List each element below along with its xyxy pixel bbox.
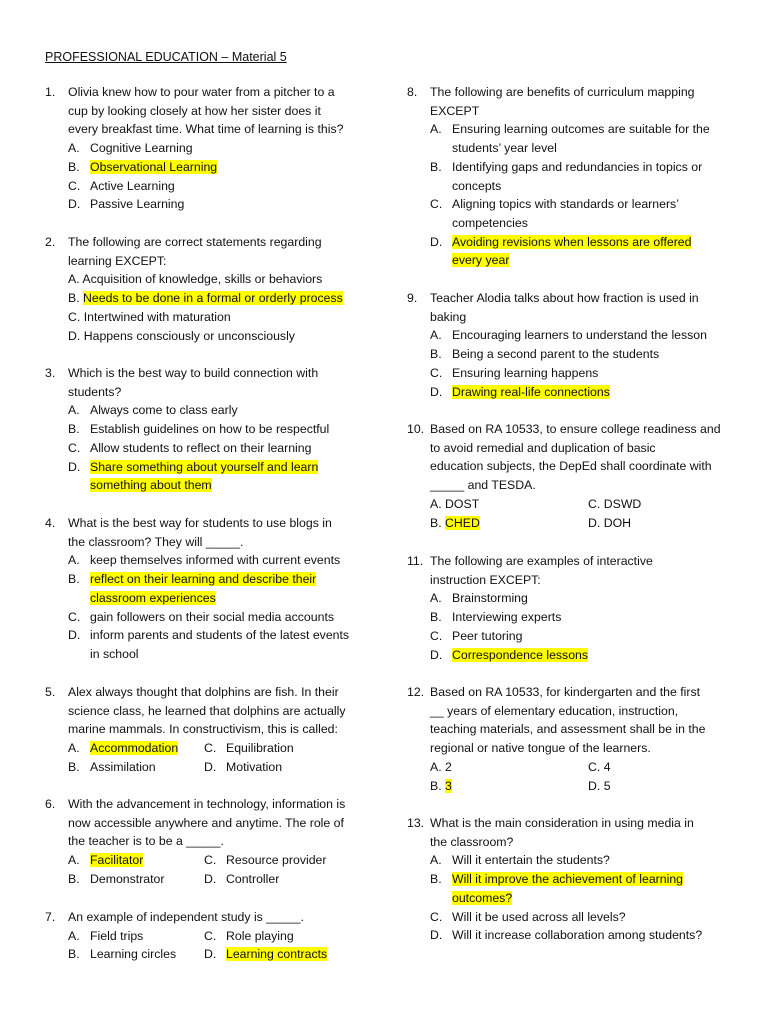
option-d[interactable]: D. Happens consciously or unconsciously [68, 328, 295, 343]
question-7 [45, 908, 378, 964]
highlighted-answer-cont: outcomes? [452, 890, 513, 905]
option-a[interactable]: A. 2 [430, 759, 452, 774]
question-number: 2. [45, 235, 56, 249]
question-5 [45, 683, 378, 777]
question-stem: With the advancement in technology, information is now accessible anywhere and anytime. The role of the teacher is to be a _____. [68, 797, 346, 849]
option-d[interactable]: D. Avoiding revisions when lessons are offered every year [430, 234, 692, 268]
option-d[interactable]: D. Controller [204, 871, 280, 886]
option-b[interactable]: B. Assimilation [68, 759, 156, 774]
option-d[interactable]: D. inform parents and students of the latest events in school [68, 628, 350, 661]
highlighted-answer: Needs to be done in a formal or orderly process [83, 291, 343, 306]
question-stem: What is the best way for students to use blogs in the classroom? They will _____. [68, 516, 332, 549]
question-stem: Which is the best way to build connection with students? [68, 366, 319, 399]
option-c[interactable]: C. 4 [588, 759, 611, 774]
question-stem: Teacher Alodia talks about how fraction is used in baking [430, 291, 699, 324]
option-c[interactable]: C. gain followers on their social media accounts [68, 609, 335, 624]
option-b[interactable]: B. reflect on their learning and describe their classroom experiences [68, 572, 317, 605]
question-9 [407, 289, 730, 401]
option-c[interactable]: C. Allow students to reflect on their learning [68, 440, 312, 455]
question-number: 9. [407, 291, 418, 305]
option-a[interactable]: A. Always come to class early [68, 403, 238, 418]
question-stem: Olivia knew how to pour water from a pitcher to a cup by looking closely at how her sister does it every breakfast time. What time of learning is this? [68, 85, 344, 137]
option-b[interactable]: B. Learning circles [68, 947, 177, 962]
highlighted-answer: reflect on their learning and describe their [90, 572, 317, 587]
question-number: 3. [45, 366, 56, 380]
question-number: 1. [45, 85, 56, 99]
option-c[interactable]: C. DSWD [588, 496, 642, 511]
question-4 [45, 514, 378, 664]
option-d[interactable]: D. Share something about yourself and learn something about them [68, 459, 319, 493]
option-b[interactable]: B. Establish guidelines on how to be respectful [68, 422, 330, 437]
highlighted-answer-cont: classroom experiences [90, 590, 216, 605]
option-b[interactable]: B. Demonstrator [68, 871, 165, 886]
option-a[interactable]: A. Encouraging learners to understand the lesson [430, 328, 707, 343]
highlighted-answer: 3 [445, 778, 452, 793]
highlighted-answer-cont: every year [452, 253, 510, 268]
option-c[interactable]: C. Aligning topics with standards or learners’ competencies [430, 197, 679, 230]
option-c[interactable]: C. Equilibration [204, 741, 294, 756]
option-a[interactable]: A. Ensuring learning outcomes are suitable for the students’ year level [430, 122, 710, 156]
option-a[interactable]: A. Acquisition of knowledge, skills or behaviors [68, 272, 323, 287]
highlighted-answer: Share something about yourself and learn [90, 459, 319, 474]
question-number: 10. [407, 422, 425, 436]
option-a[interactable]: A. Facilitator [68, 853, 144, 868]
question-number: 5. [45, 685, 56, 699]
question-8 [407, 83, 730, 270]
question-10 [407, 420, 730, 532]
question-stem: The following are correct statements regarding learning EXCEPT: [68, 235, 322, 268]
page-title-text: PROFESSIONAL EDUCATION – Material 5 [45, 50, 287, 64]
option-a[interactable]: A. Cognitive Learning [68, 141, 193, 156]
option-b[interactable]: B. 3 [430, 778, 452, 793]
option-a[interactable]: A. Brainstorming [430, 591, 528, 606]
page-title [45, 48, 287, 66]
option-b[interactable]: B. Observational Learning [68, 159, 218, 174]
option-b[interactable]: B. Interviewing experts [430, 610, 562, 625]
option-c[interactable]: C. Intertwined with maturation [68, 309, 231, 324]
question-number: 13. [407, 816, 425, 830]
highlighted-answer: Drawing real-life connections [452, 384, 610, 399]
question-number: 4. [45, 516, 56, 530]
option-a[interactable]: A. Accommodation [68, 741, 179, 756]
question-number: 6. [45, 797, 56, 811]
highlighted-answer: Accommodation [90, 741, 179, 756]
highlighted-answer: Correspondence lessons [452, 647, 589, 662]
option-d[interactable]: D. Motivation [204, 759, 283, 774]
option-a[interactable]: A. keep themselves informed with current events [68, 553, 341, 568]
option-d[interactable]: D. Drawing real-life connections [430, 384, 610, 399]
option-b[interactable]: B. Will it improve the achievement of learning outcomes? [430, 872, 684, 905]
question-stem: The following are benefits of curriculum mapping EXCEPT [430, 85, 695, 118]
question-number: 11. [407, 554, 424, 568]
question-number: 7. [45, 910, 56, 924]
highlighted-answer: CHED [445, 515, 480, 530]
option-d[interactable]: D. Passive Learning [68, 197, 185, 212]
option-c[interactable]: C. Will it be used across all levels? [430, 909, 626, 924]
option-d[interactable]: D. Learning contracts [204, 947, 328, 962]
question-1 [45, 83, 378, 214]
option-b[interactable]: B. Being a second parent to the students [430, 347, 660, 362]
highlighted-answer: Observational Learning [90, 159, 218, 174]
highlighted-answer: Will it improve the achievement of learning [452, 872, 684, 887]
question-6 [45, 795, 378, 889]
question-stem: Based on RA 10533, to ensure college readiness and to avoid remedial and duplication of basic education subjects, the DepEd shall coordinate with _____ and TESDA. [430, 422, 721, 493]
question-13 [407, 814, 730, 945]
option-d[interactable]: D. Correspondence lessons [430, 647, 589, 662]
option-a[interactable]: A. DOST [430, 496, 480, 511]
highlighted-answer: Avoiding revisions when lessons are offered [452, 234, 692, 249]
highlighted-answer: Learning contracts [226, 947, 328, 962]
highlighted-answer-cont: something about them [90, 478, 212, 493]
option-a[interactable]: A. Field trips [68, 928, 144, 943]
option-a[interactable]: A. Will it entertain the students? [430, 853, 610, 868]
option-c[interactable]: C. Resource provider [204, 853, 327, 868]
option-c[interactable]: C. Peer tutoring [430, 628, 523, 643]
option-c[interactable]: C. Active Learning [68, 178, 175, 193]
option-d[interactable]: D. 5 [588, 778, 611, 793]
question-12 [407, 683, 730, 795]
option-c[interactable]: C. Ensuring learning happens [430, 365, 599, 380]
highlighted-answer: Facilitator [90, 853, 144, 868]
question-11 [407, 552, 730, 664]
option-d[interactable]: D. DOH [588, 515, 632, 530]
question-stem: What is the main consideration in using media in the classroom? [430, 816, 694, 849]
question-stem: Based on RA 10533, for kindergarten and the first __ years of elementary education, instruction, teaching materials, and assessment shall be in the regional or native tongue of the learners. [430, 685, 706, 756]
option-d[interactable]: D. Will it increase collaboration among students? [430, 928, 703, 943]
option-c[interactable]: C. Role playing [204, 928, 294, 943]
question-3 [45, 364, 378, 495]
question-stem: An example of independent study is _____. [68, 910, 304, 924]
question-stem: The following are examples of interactive instruction EXCEPT: [430, 554, 653, 587]
question-2 [45, 233, 378, 345]
question-number: 12. [407, 685, 425, 699]
option-b[interactable]: B. Identifying gaps and redundancies in topics or concepts [430, 159, 703, 193]
question-stem: Alex always thought that dolphins are fish. In their science class, he learned that dolphins are actually marine mammals. In constructivism, this is called: [68, 685, 346, 737]
option-b[interactable]: B. Needs to be done in a formal or orderly process [68, 291, 343, 306]
option-b[interactable]: B. CHED [430, 515, 480, 530]
question-number: 8. [407, 85, 418, 99]
